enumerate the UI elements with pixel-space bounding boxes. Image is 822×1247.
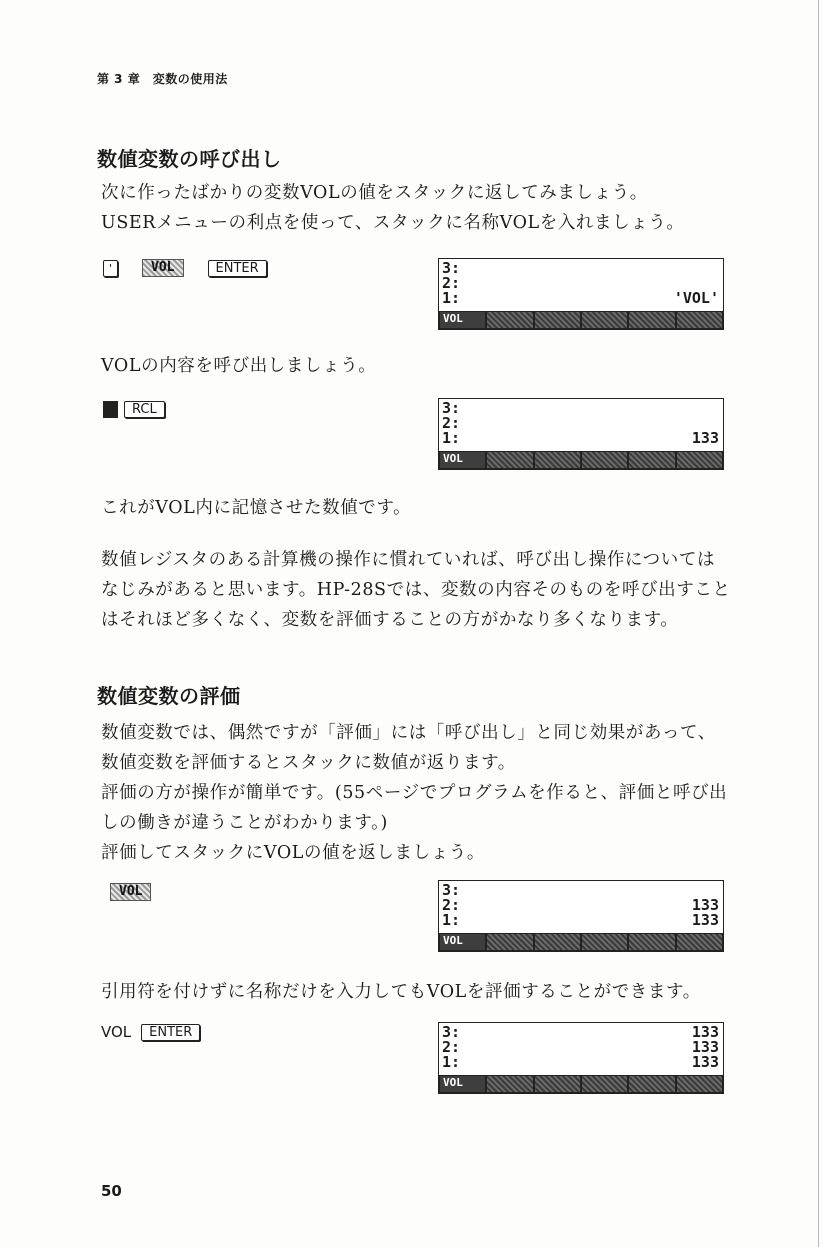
calculator-display-4 bbox=[438, 1022, 724, 1094]
enter-key[interactable]: ENTER bbox=[208, 260, 267, 277]
stack-level-1: 1: 133 bbox=[442, 911, 719, 929]
evaluate-paragraph bbox=[101, 718, 727, 868]
stack-level-3: 3: bbox=[442, 399, 461, 417]
menu-row bbox=[439, 1075, 723, 1093]
keystroke-sequence-1 bbox=[103, 259, 267, 277]
paragraph-line: USERメニューの利点を使って、スタックに名称VOLを入れましょう。 bbox=[101, 213, 685, 233]
menu-label-vol: VOL bbox=[440, 1076, 485, 1092]
keystroke-sequence-3 bbox=[110, 883, 151, 901]
page-number: 50 bbox=[101, 1182, 122, 1200]
menu-row bbox=[439, 311, 723, 329]
calculator-display-1 bbox=[438, 258, 724, 330]
result-text: これがVOL内に記憶させた数値です。 bbox=[101, 498, 412, 518]
menu-row bbox=[439, 933, 723, 951]
intro-paragraph bbox=[101, 178, 685, 238]
enter-key[interactable]: ENTER bbox=[141, 1024, 200, 1041]
stack-level-3: 3: bbox=[442, 881, 461, 899]
menu-label-vol: VOL bbox=[440, 452, 485, 468]
section-heading-recall: 数値変数の呼び出し bbox=[97, 147, 282, 171]
stack-level-1: 1: 133 bbox=[442, 429, 719, 447]
paragraph-line: 数値レジスタのある計算機の操作に慣れていれば、呼び出し操作については bbox=[101, 550, 716, 570]
stack-level-2: 2: bbox=[442, 414, 461, 432]
rcl-key[interactable]: RCL bbox=[124, 401, 165, 418]
section-heading-evaluate: 数値変数の評価 bbox=[97, 684, 241, 708]
vol-softkey[interactable]: VOL bbox=[110, 883, 151, 901]
vol-softkey[interactable]: VOL bbox=[142, 259, 183, 277]
keystroke-sequence-2 bbox=[103, 401, 165, 418]
paragraph-line: はそれほど多くなく、変数を評価することの方がかなり多くなります。 bbox=[101, 610, 679, 630]
stack-level-1: 1: 'VOL' bbox=[442, 289, 719, 307]
typed-name: VOL bbox=[101, 1023, 132, 1041]
calculator-display-3 bbox=[438, 880, 724, 952]
stack-level-1: 1: 133 bbox=[442, 1053, 719, 1071]
explanation-paragraph bbox=[101, 545, 731, 635]
stack-level-3: 3: bbox=[442, 259, 461, 277]
stack-level-3: 3: 133 bbox=[442, 1023, 719, 1041]
menu-row bbox=[439, 451, 723, 469]
menu-label-vol: VOL bbox=[440, 312, 485, 328]
paragraph-line: 評価の方が操作が簡単です。(55ページでプログラムを作ると、評価と呼び出 bbox=[101, 783, 728, 803]
paragraph-line: 次に作ったばかりの変数VOLの値をスタックに返してみましょう。 bbox=[101, 183, 648, 203]
paragraph-line: 数値変数を評価するとスタックに数値が返ります。 bbox=[101, 753, 516, 773]
stack-level-2: 2: 133 bbox=[442, 1038, 719, 1056]
stack-level-2: 2: bbox=[442, 274, 461, 292]
shift-key-icon[interactable] bbox=[103, 401, 118, 418]
paragraph-line: なじみがあると思います。HP-28Sでは、変数の内容そのものを呼び出すこと bbox=[101, 580, 731, 600]
paragraph-line: しの働きが違うことがわかります。) bbox=[101, 813, 388, 833]
stack-level-2: 2: 133 bbox=[442, 896, 719, 914]
instruction-recall: VOLの内容を呼び出しましょう。 bbox=[101, 356, 377, 376]
paragraph-line: 評価してスタックにVOLの値を返しましょう。 bbox=[101, 843, 485, 863]
name-only-text: 引用符を付けずに名称だけを入力してもVOLを評価することができます。 bbox=[101, 982, 701, 1002]
menu-label-vol: VOL bbox=[440, 934, 485, 950]
paragraph-line: 数値変数では、偶然ですが「評価」には「呼び出し」と同じ効果があって、 bbox=[101, 723, 716, 743]
running-head: 第 3 章 変数の使用法 bbox=[97, 72, 228, 86]
quote-key[interactable]: ' bbox=[103, 260, 118, 277]
keystroke-sequence-4 bbox=[101, 1023, 200, 1041]
page-edge bbox=[818, 0, 819, 1247]
calculator-display-2 bbox=[438, 398, 724, 470]
